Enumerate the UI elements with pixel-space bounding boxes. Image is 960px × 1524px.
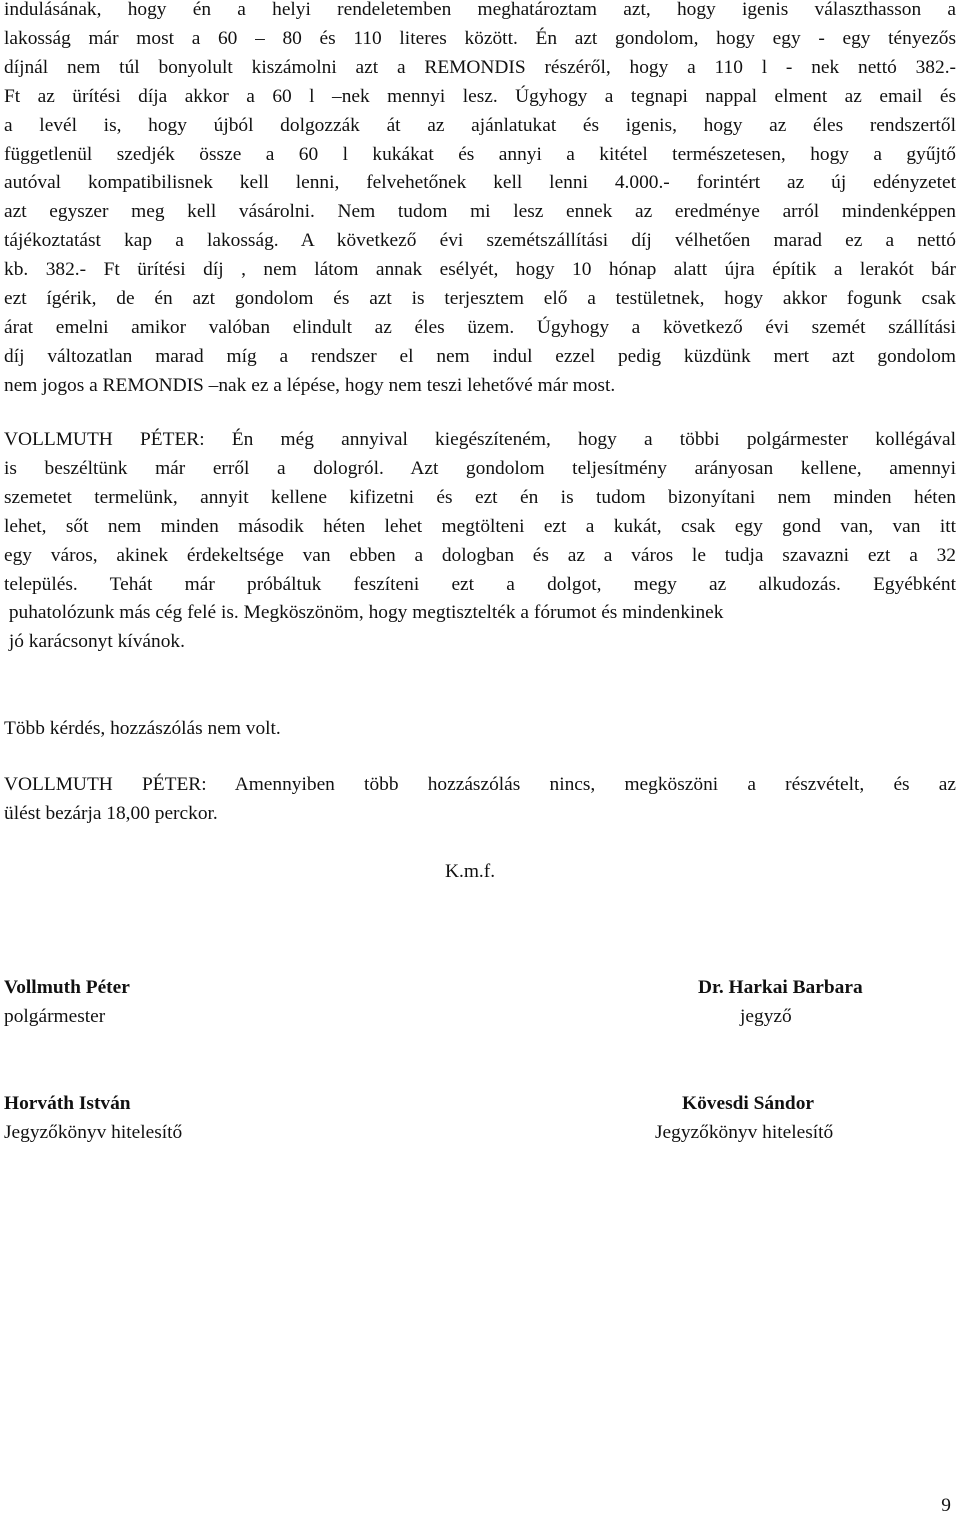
- signature-block-mayor: [4, 973, 130, 1031]
- text-line: puhatolózunk más cég felé is. Megköszönöm, hogy megtisztelték a fórumot és mindenkinek: [4, 602, 724, 624]
- text-line: árat emelni amikor valóban elindult az éles üzem. Úgyhogy a következő évi szemét szállítási: [4, 316, 956, 338]
- paragraph-closing: [4, 771, 956, 829]
- text-line: lehet, sőt nem minden második héten lehet megtölteni ezt a kukát, csak egy gond van, van itt: [4, 515, 956, 537]
- text-line: tájékoztatást kap a lakosság. A következő évi szemétszállítási díj vélhetően marad ez a nettó: [4, 230, 956, 252]
- no-more-questions-note: Több kérdés, hozzászólás nem volt.: [4, 718, 281, 739]
- signature-block-authenticator-2: [655, 1089, 833, 1147]
- kmf-mark: K.m.f.: [445, 861, 496, 882]
- text-line: a levél is, hogy újból dolgozzák át az ajánlatukat és igenis, hogy az éles rendszertől: [4, 114, 956, 136]
- text-line: település. Tehát már próbáltuk feszíteni ezt a dolgot, megy az alkudozás. Egyébként: [4, 573, 956, 595]
- signatory-role: Jegyzőkönyv hitelesítő: [4, 1122, 183, 1143]
- text-line: ülést bezárja 18,00 perckor.: [4, 802, 218, 824]
- text-line: is beszéltünk már erről a dologról. Azt gondolom teljesítmény arányosan kellene, amennyi: [4, 457, 956, 479]
- text-line: kb. 382.- Ft ürítési díj , nem látom annak esélyét, hogy 10 hónap alatt újra építik a lerakót bár: [4, 259, 956, 281]
- text-line: szemetet termelünk, annyit kellene kifizetni és ezt én is tudom bizonyítani nem minden héten: [4, 486, 956, 508]
- paragraph-vollmuth-statement: [4, 426, 956, 657]
- text-line: VOLLMUTH PÉTER: Amennyiben több hozzászólás nincs, megköszöni a részvételt, és az: [4, 774, 956, 795]
- text-line: indulásának, hogy én a helyi rendeletemben meghatároztam azt, hogy igenis választhasson a: [4, 0, 956, 20]
- text-line: díjnál nem túl bonyolult kiszámolni azt a REMONDIS részéről, hogy a 110 l - nek nettó 382.-: [4, 56, 956, 78]
- text-line: VOLLMUTH PÉTER: Én még annyival kiegészíteném, hogy a többi polgármester kollégával: [4, 429, 956, 450]
- text-line: ezt ígérik, de én azt gondolom és azt is terjesztem elő a testületnek, hogy akkor fogunk csak: [4, 288, 956, 310]
- signatory-role: polgármester: [4, 1006, 106, 1027]
- text-line: függetlenül szedjék össze a 60 l kukákat és annyi a kitétel természetesen, hogy a gyűjtő: [4, 143, 956, 165]
- signatory-role: jegyző: [740, 1006, 792, 1027]
- text-line: jó karácsonyt kívánok.: [4, 631, 185, 653]
- signatory-name: Kövesdi Sándor: [682, 1093, 814, 1114]
- signature-block-notary: [698, 973, 863, 1031]
- text-line: Ft az ürítési díja akkor a 60 l –nek mennyi lesz. Úgyhogy a tegnapi nappal elment az email és: [4, 85, 956, 107]
- text-line: azt egyszer meg kell vásárolni. Nem tudom mi lesz ennek az eredménye arról mindenképpen: [4, 201, 956, 223]
- text-line: díj változatlan marad míg a rendszer el nem indul ezzel pedig küzdünk mert azt gondolom: [4, 345, 956, 367]
- text-line: egy város, akinek érdekeltsége van ebben a dologban és az a város le tudja szavazni ezt a 32: [4, 544, 956, 566]
- signatory-name: Horváth István: [4, 1093, 131, 1114]
- text-line: lakosság már most a 60 – 80 és 110 literes között. Én azt gondolom, hogy egy - egy tényezős: [4, 27, 956, 49]
- signature-block-authenticator-1: [4, 1089, 182, 1147]
- text-line: autóval kompatibilisnek kell lenni, felvehetőnek kell lenni 4.000.- forintért az új edényzetet: [4, 172, 956, 194]
- signatory-name: Dr. Harkai Barbara: [698, 977, 863, 998]
- text-line: nem jogos a REMONDIS –nak ez a lépése, hogy nem teszi lehetővé már most.: [4, 374, 616, 396]
- signatory-role: Jegyzőkönyv hitelesítő: [655, 1122, 834, 1143]
- paragraph-mayor-statement: [4, 0, 956, 401]
- signatory-name: Vollmuth Péter: [4, 977, 130, 998]
- page-number: 9: [941, 1495, 951, 1516]
